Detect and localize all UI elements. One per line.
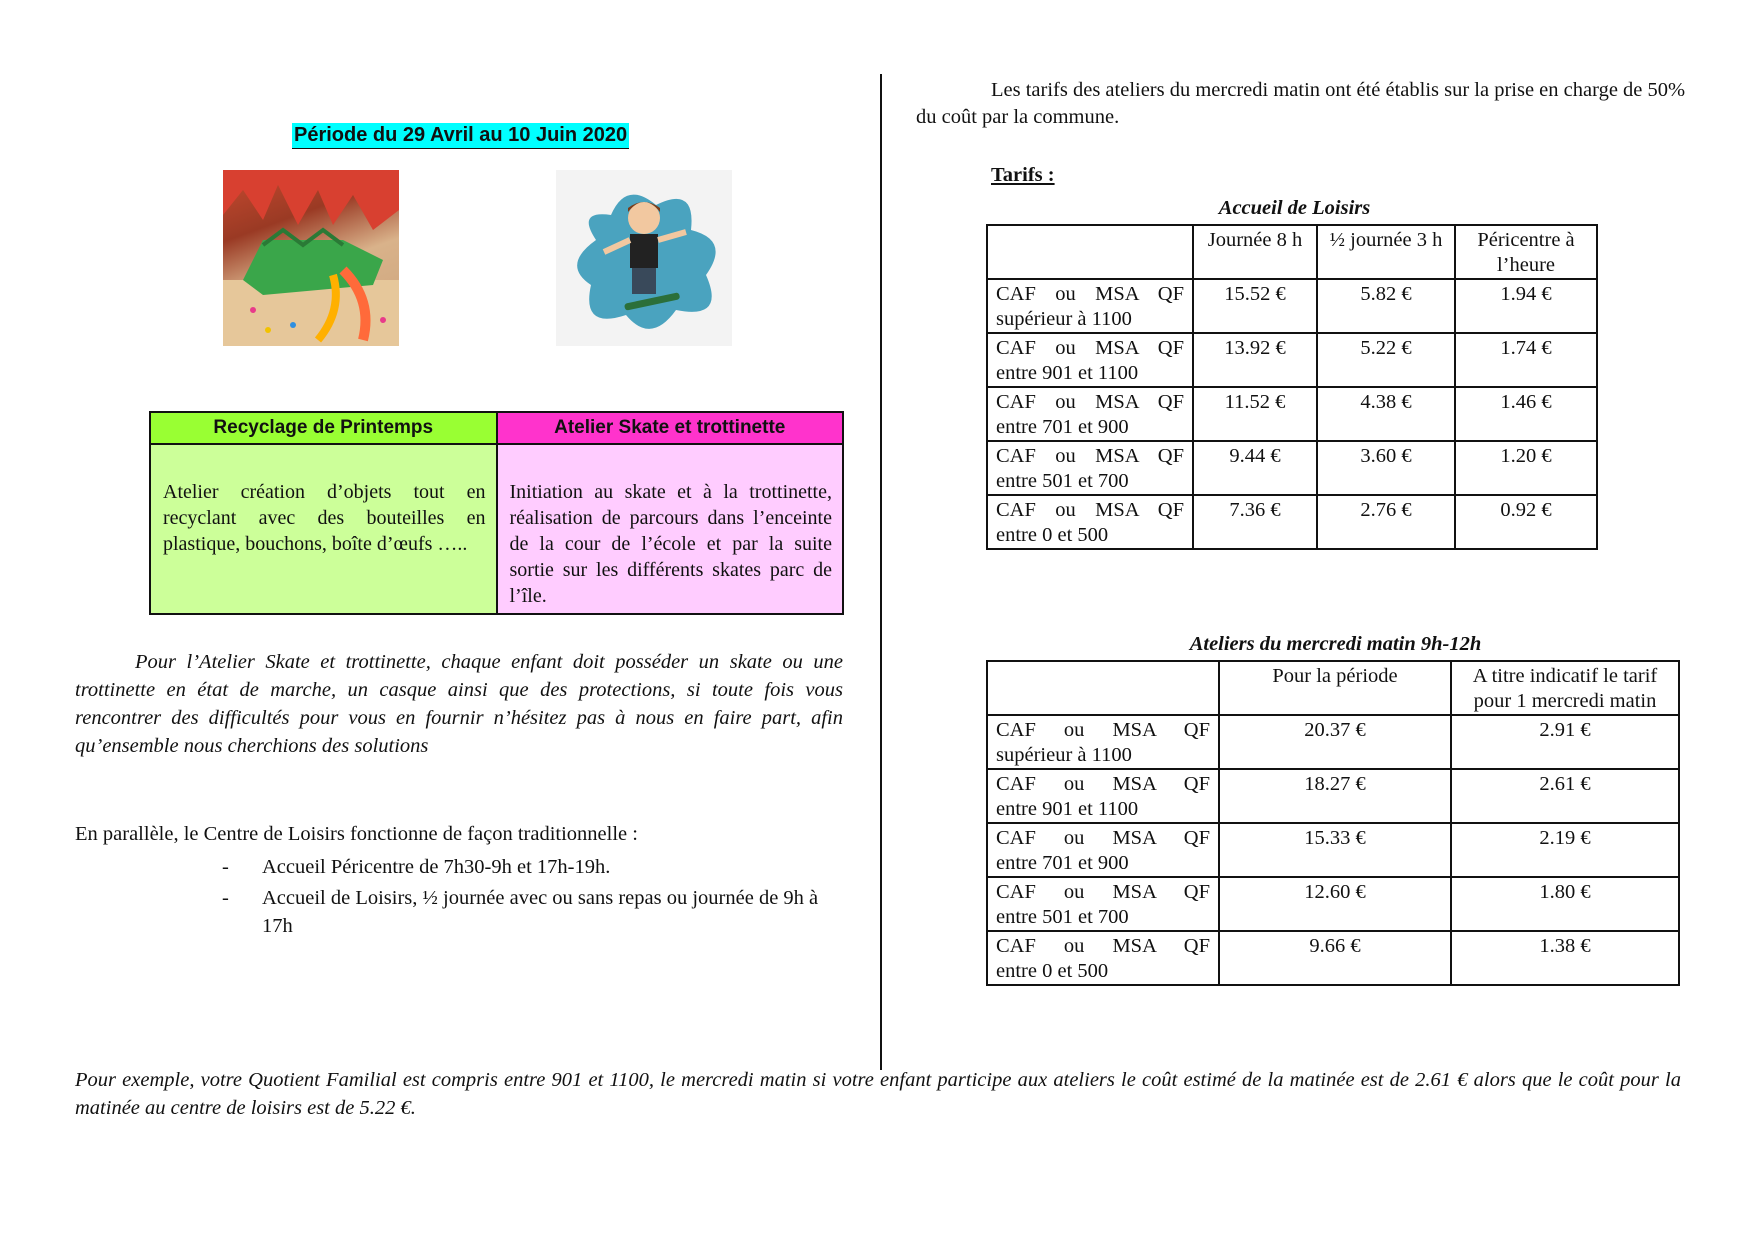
crocodile-craft-photo [223, 170, 399, 346]
workshop-title-skate: Atelier Skate et trottinette [497, 412, 844, 444]
parallel-intro: En parallèle, le Centre de Loisirs fonctionne de façon traditionnelle : [75, 823, 638, 845]
table-cell: 12.60 € [1219, 877, 1451, 931]
row-label: CAF ou MSA QF entre 0 et 500 [987, 495, 1193, 549]
table-cell: 9.44 € [1193, 441, 1317, 495]
table-cell: 20.37 € [1219, 715, 1451, 769]
table-cell: 18.27 € [1219, 769, 1451, 823]
loisirs-table-caption: Accueil de Loisirs [1218, 197, 1371, 219]
column-header [987, 225, 1193, 279]
list-item-text: Accueil Péricentre de 7h30-9h et 17h-19h. [262, 856, 611, 878]
list-item-text: Accueil de Loisirs, ½ journée avec ou sans repas ou journée de 9h à 17h [262, 887, 819, 937]
skater-icon [556, 170, 732, 346]
column-header: Journée 8 h [1193, 225, 1317, 279]
table-cell: 1.46 € [1455, 387, 1597, 441]
bullet-dash: - [222, 887, 229, 909]
ateliers-tarif-table [986, 660, 1680, 986]
table-cell: 15.52 € [1193, 279, 1317, 333]
period-title: Période du 29 Avril au 10 Juin 2020 [292, 123, 629, 149]
row-label: CAF ou MSA QF supérieur à 1100 [987, 279, 1193, 333]
workshops-table [149, 411, 844, 615]
table-row [987, 279, 1597, 333]
row-label: CAF ou MSA QF entre 501 et 700 [987, 877, 1219, 931]
table-cell: 11.52 € [1193, 387, 1317, 441]
table-cell: 4.38 € [1317, 387, 1455, 441]
workshop-desc-recyclage: Atelier création d’objets tout en recyclant avec des bouteilles en plastique, bouchons, boîte d’œufs ….. [150, 444, 497, 614]
skater-boy-illustration [556, 170, 732, 346]
table-cell: 5.22 € [1317, 333, 1455, 387]
row-label: CAF ou MSA QF entre 901 et 1100 [987, 333, 1193, 387]
table-cell: 7.36 € [1193, 495, 1317, 549]
table-row [987, 823, 1679, 877]
table-row [987, 877, 1679, 931]
table-row [987, 387, 1597, 441]
table-cell: 9.66 € [1219, 931, 1451, 985]
example-note: Pour exemple, votre Quotient Familial est compris entre 901 et 1100, le mercredi matin si votre enfant participe aux ateliers le coût estimé de la matinée est de 2.61 € alors que le coût pour la matinée au centre de loisirs est de 5.22 €. [75, 1069, 1681, 1119]
table-cell: 2.76 € [1317, 495, 1455, 549]
column-divider [880, 74, 882, 1070]
table-cell: 15.33 € [1219, 823, 1451, 877]
column-header [987, 661, 1219, 715]
row-label: CAF ou MSA QF entre 701 et 900 [987, 387, 1193, 441]
table-row [987, 715, 1679, 769]
table-cell: 2.91 € [1451, 715, 1679, 769]
table-cell: 2.19 € [1451, 823, 1679, 877]
table-cell: 5.82 € [1317, 279, 1455, 333]
row-label: CAF ou MSA QF entre 901 et 1100 [987, 769, 1219, 823]
ateliers-table-caption: Ateliers du mercredi matin 9h-12h [1189, 633, 1482, 655]
table-cell: 1.20 € [1455, 441, 1597, 495]
tarifs-heading: Tarifs : [991, 164, 1055, 186]
column-header: Péricentre à l’heure [1455, 225, 1597, 279]
column-header: Pour la période [1219, 661, 1451, 715]
table-row [987, 441, 1597, 495]
row-label: CAF ou MSA QF entre 701 et 900 [987, 823, 1219, 877]
column-header: A titre indicatif le tarif pour 1 mercredi matin [1451, 661, 1679, 715]
column-header: ½ journée 3 h [1317, 225, 1455, 279]
row-label: CAF ou MSA QF supérieur à 1100 [987, 715, 1219, 769]
table-cell: 1.94 € [1455, 279, 1597, 333]
table-row [987, 769, 1679, 823]
table-header-row [987, 661, 1679, 715]
table-row [987, 333, 1597, 387]
table-cell: 1.74 € [1455, 333, 1597, 387]
table-cell: 2.61 € [1451, 769, 1679, 823]
bullet-dash: - [222, 856, 229, 878]
workshop-desc-skate: Initiation au skate et à la trottinette, réalisation de parcours dans l’enceinte de la cour de l’école et par la suite sortie sur les différents skates parc de l’île. [497, 444, 844, 614]
row-label: CAF ou MSA QF entre 0 et 500 [987, 931, 1219, 985]
list-item [222, 884, 844, 940]
table-cell: 3.60 € [1317, 441, 1455, 495]
tarifs-intro: Les tarifs des ateliers du mercredi matin ont été établis sur la prise en charge de 50% du coût par la commune. [916, 79, 1686, 128]
workshop-title-recyclage: Recyclage de Printemps [150, 412, 497, 444]
crocodile-craft-illustration [223, 170, 399, 346]
table-cell: 13.92 € [1193, 333, 1317, 387]
table-row [987, 495, 1597, 549]
skate-equipment-note: Pour l’Atelier Skate et trottinette, chaque enfant doit posséder un skate ou une trottinette en état de marche, un casque ainsi que des protections, si toute fois vous rencontrer des difficultés pour vous en fournir n’hésitez pas à nous en faire part, afin qu’ensemble nous cherchions des solutions [75, 651, 843, 757]
loisirs-tarif-table [986, 224, 1598, 550]
list-item [222, 853, 844, 881]
row-label: CAF ou MSA QF entre 501 et 700 [987, 441, 1193, 495]
table-cell: 0.92 € [1455, 495, 1597, 549]
table-row [987, 931, 1679, 985]
table-cell: 1.38 € [1451, 931, 1679, 985]
table-cell: 1.80 € [1451, 877, 1679, 931]
table-header-row [987, 225, 1597, 279]
